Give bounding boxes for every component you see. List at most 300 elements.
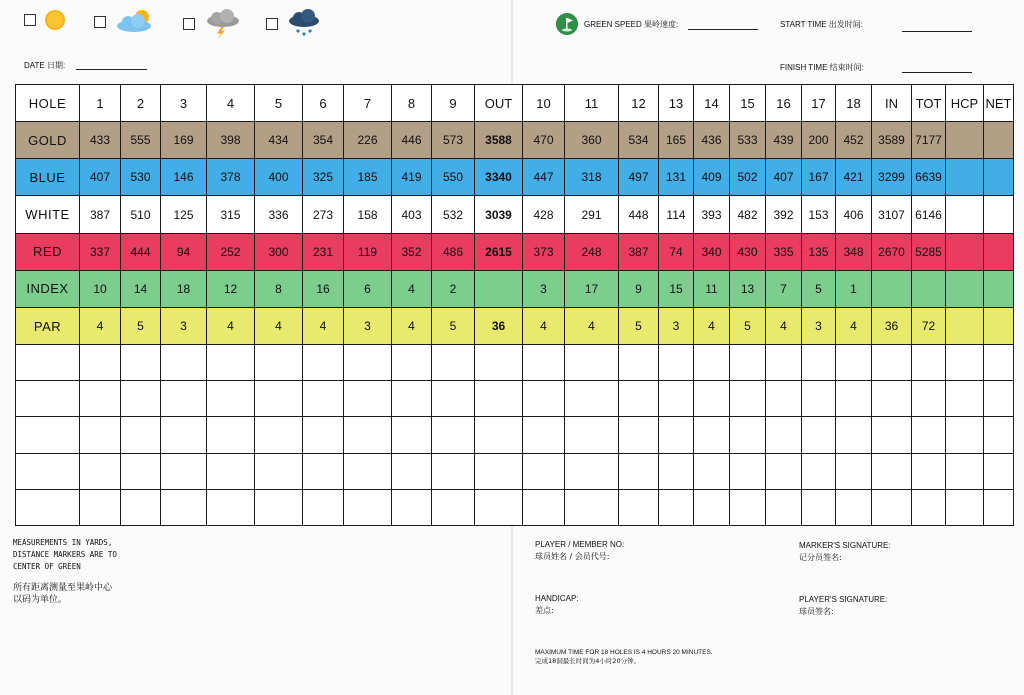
score-cell[interactable] — [16, 345, 80, 381]
table-cell: 4 — [392, 307, 432, 344]
score-cell[interactable] — [161, 453, 207, 489]
table-cell[interactable] — [984, 307, 1014, 344]
score-cell[interactable] — [872, 381, 912, 417]
score-cell[interactable] — [912, 381, 946, 417]
table-cell: 4 — [523, 307, 565, 344]
table-cell: 434 — [255, 122, 303, 159]
score-cell[interactable] — [392, 345, 432, 381]
score-cell[interactable] — [344, 453, 392, 489]
score-cell[interactable] — [872, 489, 912, 525]
score-cell[interactable] — [659, 381, 694, 417]
table-cell: 533 — [730, 122, 766, 159]
score-cell[interactable] — [802, 453, 836, 489]
table-cell[interactable] — [984, 122, 1014, 159]
score-cell[interactable] — [80, 489, 121, 525]
finish-time-label: FINISH TIME 结束时间: — [780, 63, 864, 72]
score-cell[interactable] — [344, 489, 392, 525]
row-label: GOLD — [16, 122, 80, 159]
score-cell[interactable] — [872, 345, 912, 381]
red-tee-row — [16, 233, 1014, 270]
table-cell: 436 — [694, 122, 730, 159]
hole-row — [16, 85, 1014, 122]
score-cell[interactable] — [730, 345, 766, 381]
weather-option-storm[interactable] — [183, 9, 243, 39]
gold-tee-row — [16, 122, 1014, 159]
blue-tee-row — [16, 159, 1014, 196]
table-cell: 10 — [80, 270, 121, 307]
score-cell[interactable] — [836, 345, 872, 381]
thunderstorm-icon — [203, 9, 243, 39]
score-cell[interactable] — [766, 381, 802, 417]
score-cell[interactable] — [80, 345, 121, 381]
table-cell: 448 — [619, 196, 659, 233]
column-header: 13 — [659, 85, 694, 122]
score-cell[interactable] — [475, 381, 523, 417]
par-tee-row — [16, 307, 1014, 344]
table-cell: 273 — [303, 196, 344, 233]
table-cell: 16 — [303, 270, 344, 307]
handicap-label: HANDICAP: — [535, 594, 579, 603]
score-cell[interactable] — [912, 453, 946, 489]
table-cell: 336 — [255, 196, 303, 233]
table-cell: 4 — [255, 307, 303, 344]
table-cell: 72 — [912, 307, 946, 344]
table-cell: 502 — [730, 159, 766, 196]
score-cell[interactable] — [161, 489, 207, 525]
player-member-field[interactable] — [535, 539, 624, 563]
score-cell[interactable] — [836, 381, 872, 417]
measurement-note-line: MEASUREMENTS IN YARDS, — [13, 538, 113, 547]
table-cell: 2615 — [475, 233, 523, 270]
table-cell: 8 — [255, 270, 303, 307]
score-cell[interactable] — [432, 381, 475, 417]
score-cell[interactable] — [730, 381, 766, 417]
table-cell: 153 — [802, 196, 836, 233]
table-cell[interactable] — [946, 122, 984, 159]
score-cell[interactable] — [619, 381, 659, 417]
score-cell[interactable] — [344, 417, 392, 453]
table-cell: 1 — [836, 270, 872, 307]
table-cell: 13 — [730, 270, 766, 307]
table-cell: 446 — [392, 122, 432, 159]
score-cell[interactable] — [80, 381, 121, 417]
table-cell: 550 — [432, 159, 475, 196]
player-signature-field[interactable] — [799, 594, 887, 618]
table-cell: 400 — [255, 159, 303, 196]
score-cell[interactable] — [392, 417, 432, 453]
column-header: 9 — [432, 85, 475, 122]
score-cell[interactable] — [802, 345, 836, 381]
score-cell[interactable] — [161, 345, 207, 381]
score-cell[interactable] — [392, 489, 432, 525]
score-cell[interactable] — [730, 417, 766, 453]
score-cell[interactable] — [802, 417, 836, 453]
score-cell[interactable] — [565, 453, 619, 489]
measurement-note-cn — [13, 582, 112, 606]
table-cell: 555 — [121, 122, 161, 159]
score-cell[interactable] — [475, 345, 523, 381]
table-cell: 482 — [730, 196, 766, 233]
table-cell — [475, 270, 523, 307]
player-score-row — [16, 453, 1014, 489]
sun-icon — [44, 9, 66, 31]
table-cell: 325 — [303, 159, 344, 196]
score-cell[interactable] — [523, 453, 565, 489]
score-cell[interactable] — [303, 345, 344, 381]
table-cell: 291 — [565, 196, 619, 233]
score-cell[interactable] — [392, 381, 432, 417]
score-cell[interactable] — [432, 417, 475, 453]
score-cell[interactable] — [984, 489, 1014, 525]
score-cell[interactable] — [619, 489, 659, 525]
green-flag-icon — [556, 13, 578, 35]
column-header: 4 — [207, 85, 255, 122]
max-time-note — [535, 648, 713, 666]
column-header: IN — [872, 85, 912, 122]
table-cell[interactable] — [984, 196, 1014, 233]
table-cell: 6146 — [912, 196, 946, 233]
score-cell[interactable] — [946, 489, 984, 525]
table-cell: 300 — [255, 233, 303, 270]
table-cell: 3589 — [872, 122, 912, 159]
score-cell[interactable] — [946, 381, 984, 417]
table-cell: 231 — [303, 233, 344, 270]
table-cell: 4 — [80, 307, 121, 344]
column-header: 16 — [766, 85, 802, 122]
score-cell[interactable] — [344, 381, 392, 417]
score-cell[interactable] — [659, 345, 694, 381]
table-cell[interactable] — [984, 270, 1014, 307]
weather-option-sunny[interactable] — [24, 9, 66, 31]
table-cell: 470 — [523, 122, 565, 159]
player-score-row — [16, 417, 1014, 453]
table-cell: 373 — [523, 233, 565, 270]
score-cell[interactable] — [946, 417, 984, 453]
table-cell: 3 — [659, 307, 694, 344]
score-cell[interactable] — [730, 453, 766, 489]
table-cell: 12 — [207, 270, 255, 307]
score-cell[interactable] — [207, 417, 255, 453]
score-cell[interactable] — [255, 381, 303, 417]
partly-cloudy-icon — [114, 9, 160, 35]
score-cell[interactable] — [344, 345, 392, 381]
score-cell[interactable] — [694, 489, 730, 525]
score-cell[interactable] — [432, 489, 475, 525]
score-cell[interactable] — [523, 489, 565, 525]
score-cell[interactable] — [121, 453, 161, 489]
score-cell[interactable] — [802, 489, 836, 525]
table-cell: 3 — [161, 307, 207, 344]
table-cell[interactable] — [946, 270, 984, 307]
table-cell: 406 — [836, 196, 872, 233]
date-label: DATE 日期: — [24, 61, 66, 70]
score-cell[interactable] — [730, 489, 766, 525]
score-cell[interactable] — [802, 381, 836, 417]
table-cell: 3 — [802, 307, 836, 344]
score-cell[interactable] — [946, 453, 984, 489]
score-cell[interactable] — [836, 453, 872, 489]
score-cell[interactable] — [912, 345, 946, 381]
score-cell[interactable] — [694, 381, 730, 417]
score-cell[interactable] — [255, 345, 303, 381]
table-cell: 4 — [303, 307, 344, 344]
table-cell[interactable] — [946, 196, 984, 233]
score-cell[interactable] — [694, 417, 730, 453]
table-cell: 125 — [161, 196, 207, 233]
score-cell[interactable] — [475, 417, 523, 453]
table-cell: 6 — [344, 270, 392, 307]
table-cell: 407 — [80, 159, 121, 196]
table-cell[interactable] — [984, 233, 1014, 270]
row-label: WHITE — [16, 196, 80, 233]
table-cell: 393 — [694, 196, 730, 233]
table-cell: 2 — [432, 270, 475, 307]
checkbox[interactable] — [24, 14, 36, 26]
table-cell: 158 — [344, 196, 392, 233]
date-field[interactable] — [76, 69, 147, 70]
table-cell: 146 — [161, 159, 207, 196]
table-cell: 252 — [207, 233, 255, 270]
checkbox[interactable] — [266, 18, 278, 30]
score-cell[interactable] — [619, 417, 659, 453]
score-cell[interactable] — [432, 453, 475, 489]
handicap-field[interactable] — [535, 593, 579, 617]
table-cell: 6639 — [912, 159, 946, 196]
score-cell[interactable] — [694, 453, 730, 489]
table-cell: 398 — [207, 122, 255, 159]
column-header: 1 — [80, 85, 121, 122]
table-cell: 421 — [836, 159, 872, 196]
table-cell: 354 — [303, 122, 344, 159]
score-cell[interactable] — [872, 417, 912, 453]
table-cell: 378 — [207, 159, 255, 196]
score-cell[interactable] — [16, 381, 80, 417]
table-cell: 36 — [475, 307, 523, 344]
column-header: 3 — [161, 85, 207, 122]
measurement-note-line: CENTER OF GREEN — [13, 562, 81, 571]
table-cell: 315 — [207, 196, 255, 233]
score-cell[interactable] — [912, 489, 946, 525]
row-label: PAR — [16, 307, 80, 344]
row-label: INDEX — [16, 270, 80, 307]
table-cell: 131 — [659, 159, 694, 196]
table-cell: 226 — [344, 122, 392, 159]
score-cell[interactable] — [619, 345, 659, 381]
column-header: 12 — [619, 85, 659, 122]
score-cell[interactable] — [207, 489, 255, 525]
score-cell[interactable] — [766, 345, 802, 381]
table-cell[interactable] — [984, 159, 1014, 196]
column-header: 8 — [392, 85, 432, 122]
table-cell: 4 — [836, 307, 872, 344]
finish-time-field[interactable] — [902, 72, 972, 73]
score-cell[interactable] — [766, 489, 802, 525]
table-cell: 534 — [619, 122, 659, 159]
score-cell[interactable] — [523, 417, 565, 453]
score-cell[interactable] — [80, 417, 121, 453]
column-header: TOT — [912, 85, 946, 122]
score-cell[interactable] — [523, 345, 565, 381]
player-signature-label-cn: 球员签名: — [799, 607, 834, 616]
measurement-note-line: DISTANCE MARKERS ARE TO — [13, 550, 117, 559]
score-cell[interactable] — [121, 417, 161, 453]
table-cell: 4 — [392, 270, 432, 307]
table-cell: 4 — [565, 307, 619, 344]
score-cell[interactable] — [659, 489, 694, 525]
table-cell: 5 — [730, 307, 766, 344]
score-cell[interactable] — [161, 381, 207, 417]
score-cell[interactable] — [984, 417, 1014, 453]
column-header: 5 — [255, 85, 303, 122]
table-cell: 532 — [432, 196, 475, 233]
score-cell[interactable] — [659, 453, 694, 489]
table-cell: 185 — [344, 159, 392, 196]
table-cell: 94 — [161, 233, 207, 270]
marker-signature-label: MARKER'S SIGNATURE: — [799, 541, 891, 550]
table-cell: 348 — [836, 233, 872, 270]
table-cell: 360 — [565, 122, 619, 159]
table-cell: 433 — [80, 122, 121, 159]
table-cell: 5 — [432, 307, 475, 344]
marker-signature-field[interactable] — [799, 540, 891, 564]
start-time-field[interactable] — [902, 31, 972, 32]
rain-icon — [286, 9, 322, 39]
score-cell[interactable] — [836, 417, 872, 453]
table-cell: 387 — [619, 233, 659, 270]
score-cell[interactable] — [766, 417, 802, 453]
score-cell[interactable] — [80, 453, 121, 489]
score-cell[interactable] — [694, 345, 730, 381]
table-cell: 452 — [836, 122, 872, 159]
table-cell: 114 — [659, 196, 694, 233]
score-cell[interactable] — [619, 453, 659, 489]
table-cell: 5 — [802, 270, 836, 307]
table-cell: 74 — [659, 233, 694, 270]
score-cell[interactable] — [836, 489, 872, 525]
table-cell: 11 — [694, 270, 730, 307]
row-label: BLUE — [16, 159, 80, 196]
table-cell[interactable] — [946, 233, 984, 270]
row-label: RED — [16, 233, 80, 270]
table-cell: 444 — [121, 233, 161, 270]
score-cell[interactable] — [984, 345, 1014, 381]
score-cell[interactable] — [207, 453, 255, 489]
table-cell: 5285 — [912, 233, 946, 270]
table-cell: 335 — [766, 233, 802, 270]
score-cell[interactable] — [303, 453, 344, 489]
table-cell: 248 — [565, 233, 619, 270]
score-cell[interactable] — [207, 381, 255, 417]
weather-option-rain[interactable] — [266, 9, 322, 39]
score-cell[interactable] — [255, 453, 303, 489]
column-header: NET — [984, 85, 1014, 122]
score-cell[interactable] — [121, 381, 161, 417]
column-header: 17 — [802, 85, 836, 122]
white-tee-row — [16, 196, 1014, 233]
score-cell[interactable] — [303, 489, 344, 525]
table-cell: 15 — [659, 270, 694, 307]
player-score-row — [16, 381, 1014, 417]
scorecard-table — [15, 84, 1014, 526]
table-cell: 337 — [80, 233, 121, 270]
table-cell: 419 — [392, 159, 432, 196]
column-header: 10 — [523, 85, 565, 122]
table-cell: 352 — [392, 233, 432, 270]
weather-option-cloudy[interactable] — [94, 9, 160, 35]
score-cell[interactable] — [16, 417, 80, 453]
score-cell[interactable] — [16, 453, 80, 489]
score-cell[interactable] — [523, 381, 565, 417]
score-cell[interactable] — [432, 345, 475, 381]
score-cell[interactable] — [303, 381, 344, 417]
table-cell[interactable] — [946, 307, 984, 344]
score-cell[interactable] — [946, 345, 984, 381]
score-cell[interactable] — [565, 345, 619, 381]
score-cell[interactable] — [766, 453, 802, 489]
score-cell[interactable] — [16, 489, 80, 525]
table-cell: 318 — [565, 159, 619, 196]
score-cell[interactable] — [475, 453, 523, 489]
score-cell[interactable] — [912, 417, 946, 453]
checkbox[interactable] — [183, 18, 195, 30]
table-cell: 167 — [802, 159, 836, 196]
player-score-row — [16, 489, 1014, 525]
max-time-text: MAXIMUM TIME FOR 18 HOLES IS 4 HOURS 20 MINUTES. — [535, 649, 713, 656]
table-cell: 409 — [694, 159, 730, 196]
score-cell[interactable] — [255, 489, 303, 525]
table-cell — [912, 270, 946, 307]
score-cell[interactable] — [565, 417, 619, 453]
score-cell[interactable] — [121, 345, 161, 381]
score-cell[interactable] — [565, 381, 619, 417]
table-cell: 200 — [802, 122, 836, 159]
table-cell: 439 — [766, 122, 802, 159]
table-cell: 5 — [121, 307, 161, 344]
column-header: 14 — [694, 85, 730, 122]
score-cell[interactable] — [565, 489, 619, 525]
table-cell: 3588 — [475, 122, 523, 159]
score-cell[interactable] — [475, 489, 523, 525]
table-cell: 165 — [659, 122, 694, 159]
table-cell: 392 — [766, 196, 802, 233]
score-cell[interactable] — [303, 417, 344, 453]
table-cell: 9 — [619, 270, 659, 307]
green-speed-field[interactable] — [688, 29, 758, 30]
score-cell[interactable] — [161, 417, 207, 453]
score-cell[interactable] — [392, 453, 432, 489]
score-cell[interactable] — [984, 453, 1014, 489]
handicap-label-cn: 差点: — [535, 606, 554, 615]
score-cell[interactable] — [255, 417, 303, 453]
table-cell: 4 — [207, 307, 255, 344]
table-cell: 3 — [344, 307, 392, 344]
table-cell — [872, 270, 912, 307]
column-header: 6 — [303, 85, 344, 122]
score-cell[interactable] — [121, 489, 161, 525]
score-cell[interactable] — [207, 345, 255, 381]
score-cell[interactable] — [872, 453, 912, 489]
max-time-text-cn: 完成18洞最长时间为4小时20分钟。 — [535, 657, 641, 665]
table-cell: 3299 — [872, 159, 912, 196]
table-cell: 530 — [121, 159, 161, 196]
row-label: HOLE — [16, 85, 80, 122]
table-cell[interactable] — [946, 159, 984, 196]
checkbox[interactable] — [94, 16, 106, 28]
table-cell: 573 — [432, 122, 475, 159]
table-cell: 169 — [161, 122, 207, 159]
score-cell[interactable] — [659, 417, 694, 453]
score-cell[interactable] — [984, 381, 1014, 417]
